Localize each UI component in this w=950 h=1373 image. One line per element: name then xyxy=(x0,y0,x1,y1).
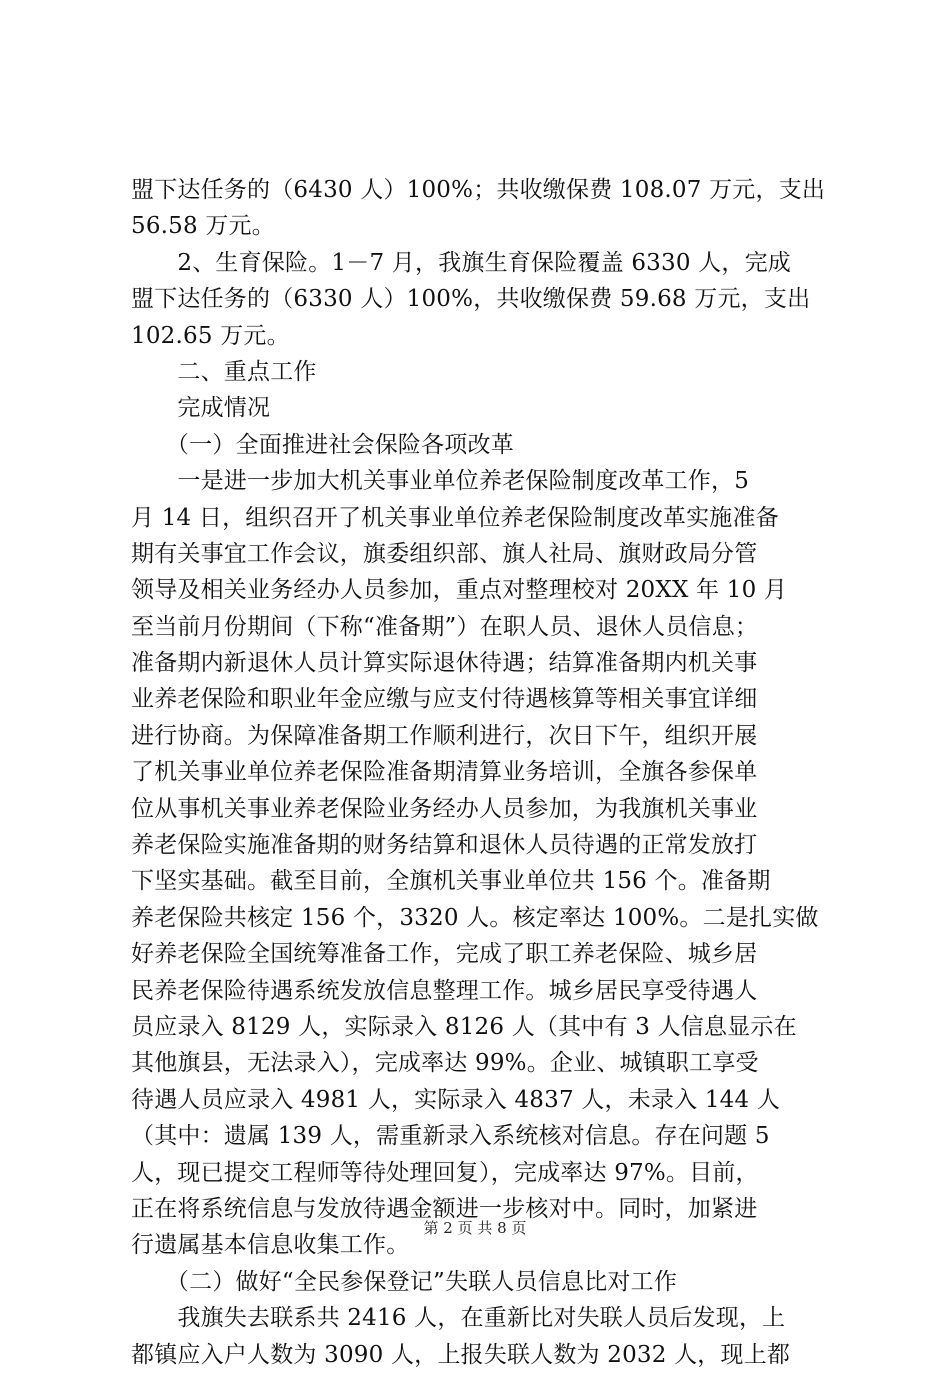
text-line: 102.65 万元。 xyxy=(131,322,290,349)
text-line: 养老保险实施准备期的财务结算和退休人员待遇的正常发放打 xyxy=(131,832,758,859)
text-line: 盟下达任务的（6330 人）100%，共收缴保费 59.68 万元，支出 xyxy=(131,286,811,313)
text-line: 准备期内新退休人员计算实际退休待遇；结算准备期内机关事 xyxy=(131,650,758,677)
text-line: 盟下达任务的（6430 人）100%；共收缴保费 108.07 万元，支出 xyxy=(131,177,826,203)
text-line: 待遇人员应录入 4981 人，实际录入 4837 人，未录入 144 人 xyxy=(131,1086,781,1113)
page-number-footer: 第 2 页 共 8 页 xyxy=(423,1219,527,1237)
text-line: 正在将系统信息与发放待遇金额进一步核对中。同时，加紧进 xyxy=(131,1195,758,1222)
text-line: 一是进一步加大机关事业单位养老保险制度改革工作，5 xyxy=(131,468,750,495)
text-line: 好养老保险全国统筹准备工作，完成了职工养老保险、城乡居 xyxy=(131,941,758,968)
text-line: 我旗失去联系共 2416 人，在重新比对失联人员后发现，上 xyxy=(131,1305,786,1332)
text-line: 进行协商。为保障准备期工作顺利进行，次日下午，组织开展 xyxy=(131,722,758,749)
text-line: 领导及相关业务经办人员参加，重点对整理校对 20XX 年 10 月 xyxy=(131,577,788,604)
text-line: 下坚实基础。截至目前，全旗机关事业单位共 156 个。准备期 xyxy=(131,868,771,895)
text-line: 民养老保险待遇系统发放信息整理工作。城乡居民享受待遇人 xyxy=(131,977,758,1004)
text-line: 人，现已提交工程师等待处理回复），完成率达 97%。目前， xyxy=(131,1159,759,1186)
text-line: （其中：遗属 139 人，需重新录入系统核对信息。存在问题 5 xyxy=(131,1123,770,1150)
subsection-heading: （二）做好“全民参保登记”失联人员信息比对工作 xyxy=(131,1268,678,1295)
text-line: 行遗属基本信息收集工作。 xyxy=(131,1232,410,1259)
text-line: 位从事机关事业养老保险业务经办人员参加，为我旗机关事业 xyxy=(131,795,758,822)
text-line: 至当前月份期间（下称“准备期”）在职人员、退休人员信息； xyxy=(131,613,759,640)
text-line: 员应录入 8129 人，实际录入 8126 人（其中有 3 人信息显示在 xyxy=(131,1013,797,1040)
text-line: 业养老保险和职业年金应缴与应支付待遇核算等相关事宜详细 xyxy=(131,686,758,713)
text-line: 完成情况 xyxy=(131,395,271,422)
text-line: 了机关事业单位养老保险准备期清算业务培训，全旗各参保单 xyxy=(131,759,758,786)
text-line: 期有关事宜工作会议，旗委组织部、旗人社局、旗财政局分管 xyxy=(131,540,758,567)
text-line: 养老保险共核定 156 个，3320 人。核定率达 100%。二是扎实做 xyxy=(131,904,819,931)
text-line: 都镇应入户人数为 3090 人，上报失联人数为 2032 人，现上都 xyxy=(131,1341,791,1368)
text-line: 其他旗县，无法录入），完成率达 99%。企业、城镇职工享受 xyxy=(131,1050,759,1077)
subsection-heading: （一）全面推进社会保险各项改革 xyxy=(131,431,514,458)
text-line: 56.58 万元。 xyxy=(131,213,275,240)
text-line: 月 14 日，组织召开了机关事业单位养老保险制度改革实施准备 xyxy=(131,504,779,531)
body-text xyxy=(131,172,831,1373)
text-line: 2、生育保险。1－7 月，我旗生育保险覆盖 6330 人，完成 xyxy=(131,249,791,276)
section-heading: 二、重点工作 xyxy=(131,358,317,385)
